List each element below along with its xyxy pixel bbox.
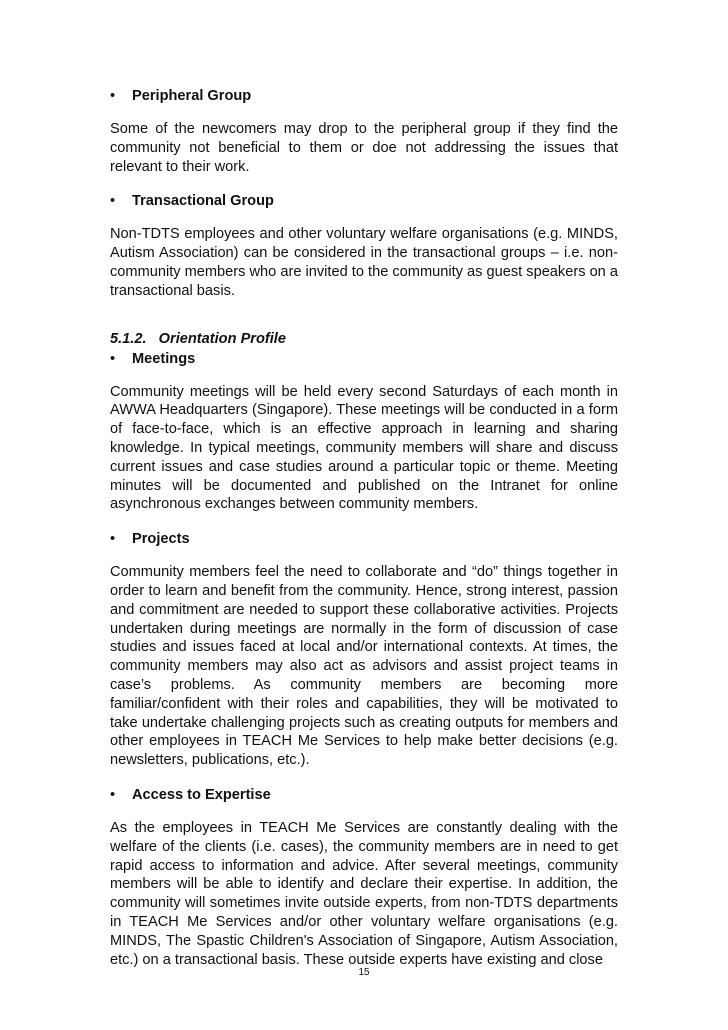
heading-transactional-group: [110, 191, 618, 212]
paragraph-peripheral-group: Some of the newcomers may drop to the peripheral group if they find the community not beneficial to them or doe not addressing the issues that relevant to their work.: [110, 121, 618, 175]
bullet-icon: •: [110, 531, 116, 548]
bullet-icon: •: [110, 193, 116, 210]
document-page: [110, 86, 618, 969]
bullet-icon: •: [110, 786, 116, 803]
heading-peripheral-group: [110, 86, 618, 107]
paragraph-access-to-expertise: As the employees in TEACH Me Services are constantly dealing with the welfare of the clients (i.e. cases), the community members are in need to get rapid access to information and advice. After several meetings, community members will be able to identify and declare their expertise. In addition, the community will sometimes invite outside experts, from non-TDTS departments in TEACH Me Services and/or other voluntary welfare organisations (e.g. MINDS, The Spastic Children's Association of Singapore, Autism Association, etc.) on a transactional basis. These outside experts have existing and close: [110, 819, 618, 968]
heading-text: Projects: [132, 531, 190, 548]
page-number: 15: [358, 967, 370, 978]
heading-meetings: [110, 349, 618, 370]
bullet-icon: •: [110, 88, 116, 104]
heading-text: Peripheral Group: [132, 88, 252, 104]
paragraph-projects: Community members feel the need to collaborate and “do” things together in order to learn and benefit from the community. Hence, strong interest, passion and commitment are needed to support these collaborative activities. Projects undertaken during meetings are normally in the form of discussion of case studies and issues faced at local and/or international contexts. At times, the community members may also act as advisors and assist project teams in case’s problems. As community members are becoming more familiar/confident with their roles and capabilities, they will be motivated to take undertake challenging projects such as creating outputs for members and other employees in TEACH Me Services to help make better decisions (e.g. newsletters, publications, etc.).: [110, 564, 618, 769]
heading-text: Transactional Group: [132, 193, 274, 210]
heading-text: Meetings: [132, 350, 196, 367]
paragraph-meetings: Community meetings will be held every second Saturdays of each month in AWWA Headquarters (Singapore). These meetings will be conducted in a form of face-to-face, which is an effective approach in learning and sharing knowledge. In typical meetings, community members will share and discuss current issues and case studies around a particular topic or theme. Meeting minutes will be documented and published on the Intranet for online asynchronous exchanges between community members.: [110, 383, 618, 513]
section-heading-orientation-profile: 5.1.2. Orientation Profile: [110, 330, 286, 347]
bullet-icon: •: [110, 350, 116, 367]
paragraph-transactional-group: Non-TDTS employees and other voluntary welfare organisations (e.g. MINDS, Autism Association) can be considered in the transactional groups – i.e. non-community members who are invited to the community as guest speakers on a transactional basis.: [110, 226, 618, 299]
heading-text: Access to Expertise: [132, 786, 271, 803]
heading-access-to-expertise: [110, 785, 618, 806]
heading-projects: [110, 529, 618, 550]
